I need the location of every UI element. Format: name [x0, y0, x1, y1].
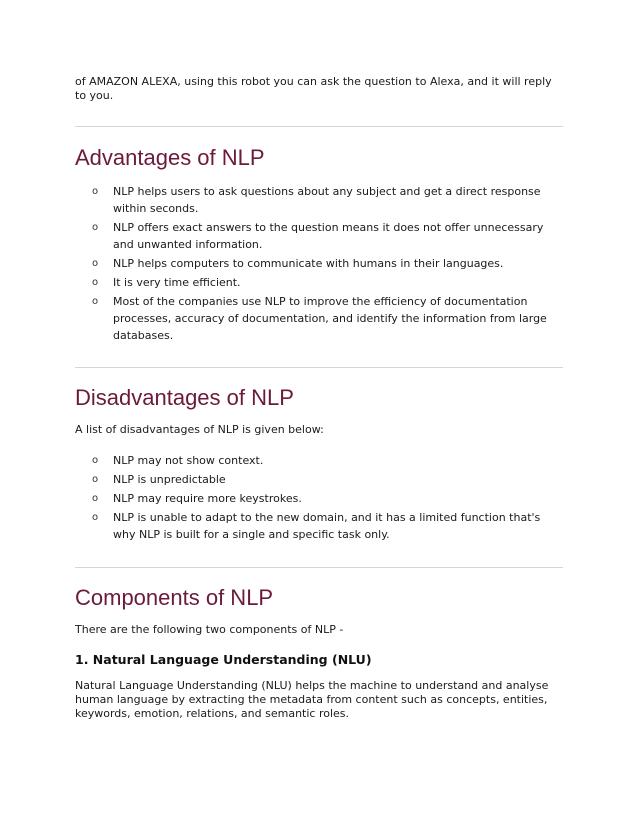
- list-item: [0, 452, 558, 469]
- list-item-text: NLP helps users to ask questions about any subject and get a direct response within seconds.: [113, 185, 541, 215]
- bullet-marker: o: [92, 474, 99, 485]
- bullet-marker: o: [92, 493, 99, 504]
- disadvantages-intro: A list of disadvantages of NLP is given below:: [75, 423, 324, 436]
- disadvantages-list: [0, 452, 558, 545]
- list-item-text: NLP is unable to adapt to the new domain, and it has a limited function that's why NLP is built for a single and specific task only.: [113, 511, 541, 541]
- bullet-marker: o: [92, 186, 99, 197]
- components-intro: There are the following two components of NLP -: [75, 623, 344, 636]
- bullet-marker: o: [92, 455, 99, 466]
- advantages-heading: Advantages of NLP: [75, 145, 265, 170]
- list-item: [0, 183, 558, 217]
- nlu-paragraph: Natural Language Understanding (NLU) helps the machine to understand and analyse human language by extracting the metadata from content such as concepts, entities, keywords, emotion, relations, and semantic roles.: [75, 679, 549, 720]
- list-item-text: NLP may not show context.: [113, 454, 264, 467]
- list-item-text: Most of the companies use NLP to improve the efficiency of documentation processes, accuracy of documentation, and identify the information from large databases.: [113, 295, 547, 342]
- disadvantages-heading: Disadvantages of NLP: [75, 385, 294, 410]
- intro-paragraph: of AMAZON ALEXA, using this robot you can ask the question to Alexa, and it will reply to you.: [75, 75, 552, 102]
- bullet-marker: o: [92, 296, 99, 307]
- nlu-subheading: 1. Natural Language Understanding (NLU): [75, 652, 372, 667]
- bullet-marker: o: [92, 512, 99, 523]
- list-item-text: NLP is unpredictable: [113, 473, 226, 486]
- list-item-text: NLP offers exact answers to the question means it does not offer unnecessary and unwanted information.: [113, 221, 544, 251]
- list-item: [0, 293, 558, 344]
- list-item: [0, 509, 558, 543]
- list-item: [0, 219, 558, 253]
- bullet-marker: o: [92, 222, 99, 233]
- section-divider: [75, 567, 563, 568]
- list-item-text: NLP helps computers to communicate with humans in their languages.: [113, 257, 504, 270]
- list-item-text: NLP may require more keystrokes.: [113, 492, 302, 505]
- bullet-marker: o: [92, 277, 99, 288]
- bullet-marker: o: [92, 258, 99, 269]
- section-divider: [75, 126, 563, 127]
- components-heading: Components of NLP: [75, 585, 274, 610]
- advantages-list: [0, 183, 558, 346]
- list-item: [0, 274, 558, 291]
- list-item-text: It is very time efficient.: [113, 276, 241, 289]
- list-item: [0, 490, 558, 507]
- section-divider: [75, 367, 563, 368]
- list-item: [0, 255, 558, 272]
- list-item: [0, 471, 558, 488]
